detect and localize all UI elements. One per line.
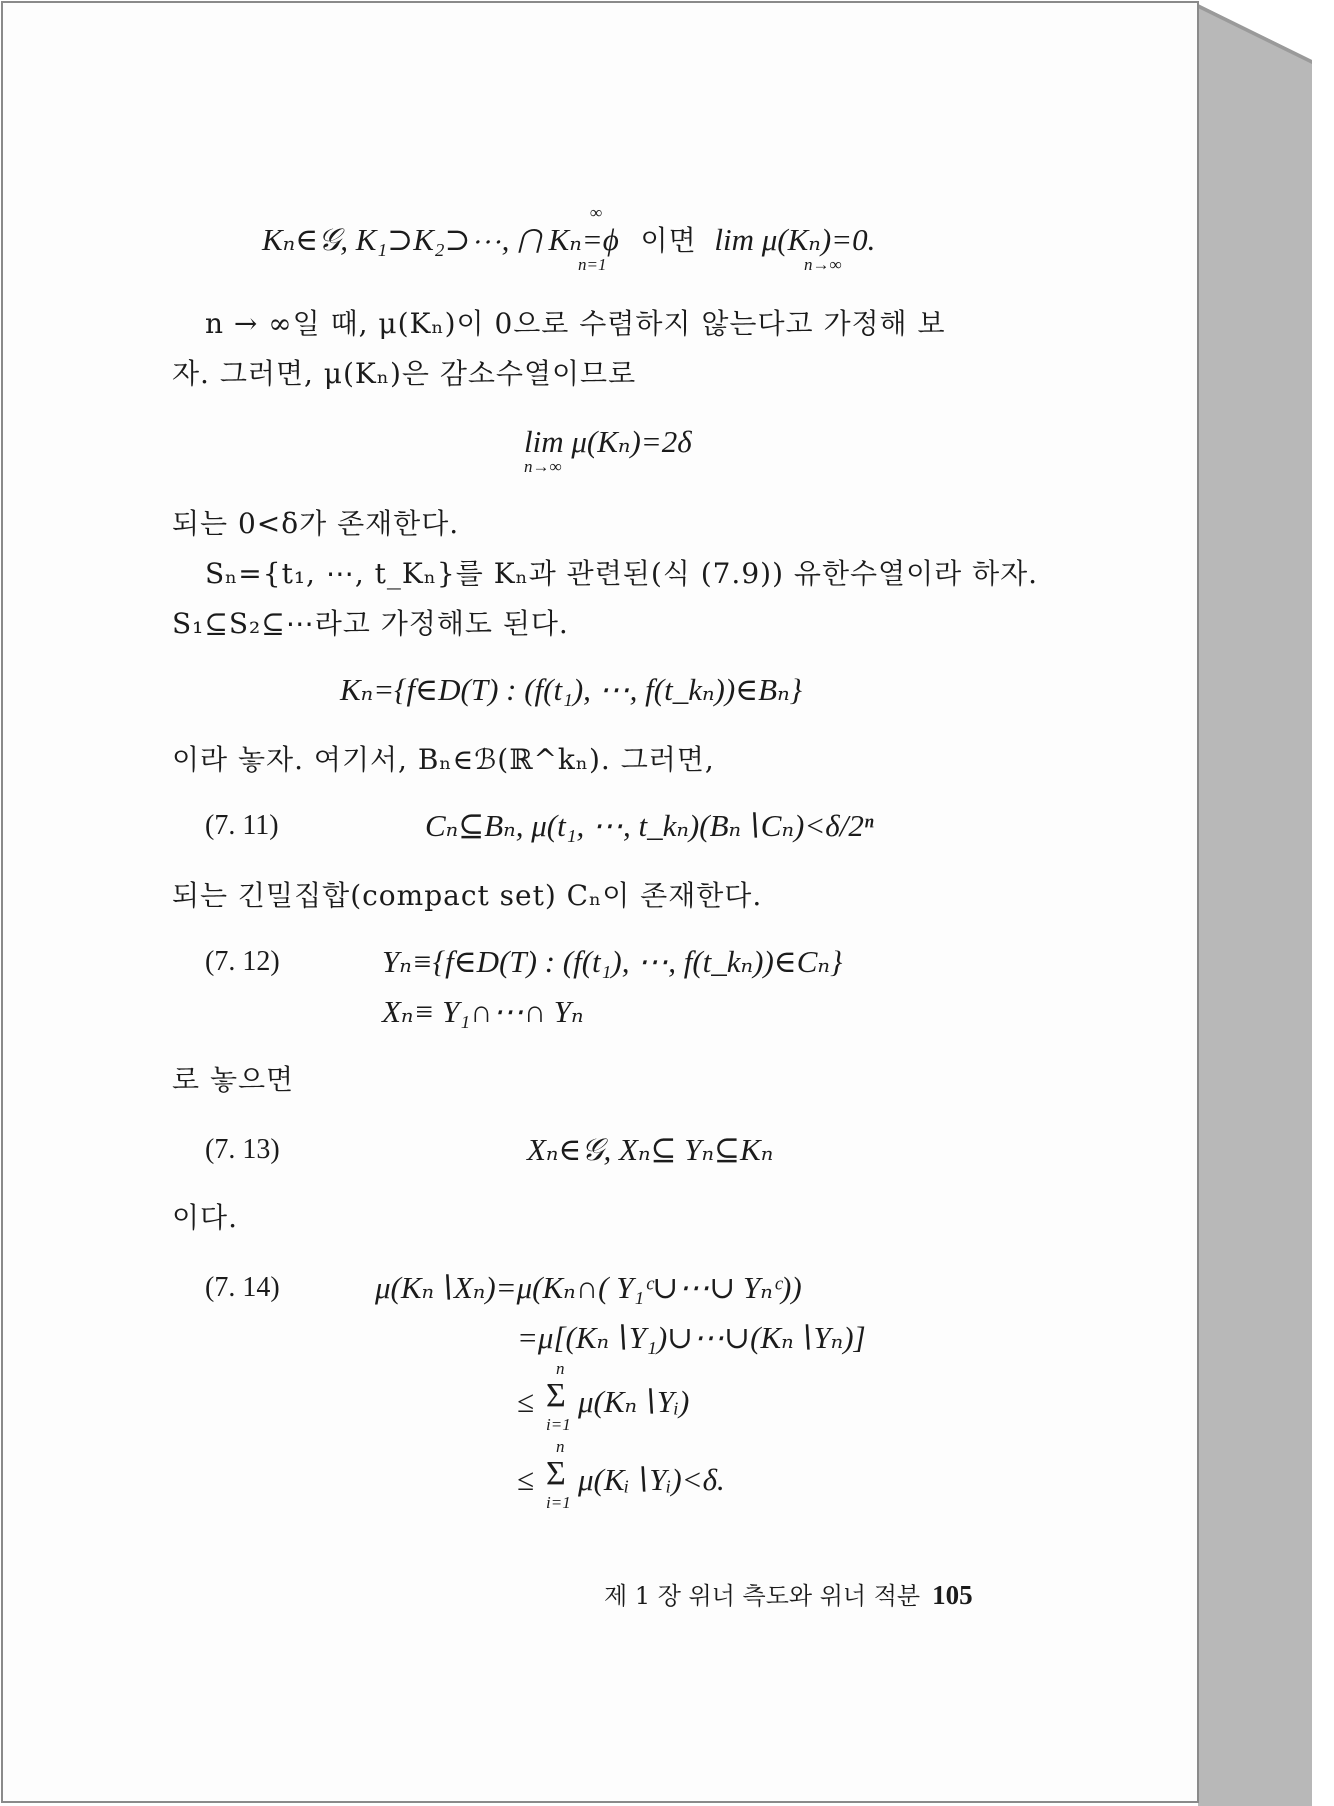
equation-7-13: Xₙ∈𝒢, Xₙ⊆ Yₙ⊆Kₙ <box>527 1132 774 1167</box>
equation-7-14-line-1: μ(Kₙ∖Xₙ)=μ(Kₙ∩( Y₁ᶜ∪⋯∪ Yₙᶜ)) <box>375 1270 802 1305</box>
equation-kn-definition: Kₙ={f∈D(T) : (f(t₁), ⋯, f(t_kₙ))∈Bₙ} <box>340 672 803 707</box>
paragraph-5: 되는 긴밀집합(compact set) Cₙ이 존재한다. <box>172 879 763 912</box>
cap-lower-limit: n=1 <box>578 255 607 274</box>
equation-7-14-line-4: μ(Kᵢ∖Yᵢ)<δ. <box>578 1462 725 1497</box>
cap-upper-limit: ∞ <box>590 203 603 222</box>
page-side-shadow <box>1198 4 1312 1806</box>
text-imyeon: 이면 <box>640 224 697 257</box>
equation-7-12-xn: Xₙ≡ Y₁∩⋯∩ Yₙ <box>382 994 584 1029</box>
equation-number-7-13: (7. 13) <box>205 1134 280 1165</box>
paragraph-3-line-2: S₁⊆S₂⊆⋯라고 가정해도 된다. <box>172 607 569 640</box>
equation-7-14-line-3: μ(Kₙ∖Yᵢ) <box>578 1384 690 1419</box>
page-footer <box>604 1580 973 1611</box>
paragraph-4: 이라 놓자. 여기서, Bₙ∈ℬ(ℝ^kₙ). 그러면, <box>172 743 715 776</box>
leq-sign-1: ≤ <box>517 1384 535 1419</box>
paragraph-6: 로 놓으면 <box>172 1063 295 1096</box>
equation-7-11: Cₙ⊆Bₙ, μ(t₁, ⋯, t_kₙ)(Bₙ∖Cₙ)<δ/2ⁿ <box>425 808 874 843</box>
equation-number-7-14: (7. 14) <box>205 1272 280 1303</box>
equation-number-7-11: (7. 11) <box>205 810 279 841</box>
sum-1-sigma: Σ <box>546 1377 566 1414</box>
paragraph-1-line-2: 자. 그러면, μ(Kₙ)은 감소수열이므로 <box>172 357 637 390</box>
eq-lim-subscript: n→∞ <box>524 457 562 476</box>
sum-1-lower: i=1 <box>546 1415 571 1434</box>
paragraph-3-line-1: Sₙ={t₁, ⋯, t_Kₙ}를 Kₙ과 관련된(식 (7.9)) 유한수열이라 하자. <box>205 557 1039 590</box>
leq-sign-2: ≤ <box>517 1462 535 1497</box>
equation-limit-2delta: lim μ(Kₙ)=2δ <box>524 424 692 459</box>
formula-line-1 <box>262 222 875 259</box>
lim-subscript: n→∞ <box>804 255 842 274</box>
formula-kn-condition: Kₙ∈𝒢, K₁⊃K₂⊃⋯, ⋂ Kₙ=ϕ <box>262 222 619 257</box>
paragraph-2: 되는 0<δ가 존재한다. <box>172 507 460 540</box>
paragraph-7: 이다. <box>172 1201 238 1234</box>
equation-number-7-12: (7. 12) <box>205 946 280 977</box>
equation-7-12-yn: Yₙ≡{f∈D(T) : (f(t₁), ⋯, f(t_kₙ))∈Cₙ} <box>382 944 843 979</box>
paragraph-1-line-1: n → ∞일 때, μ(Kₙ)이 0으로 수렴하지 않는다고 가정해 보 <box>205 307 946 340</box>
sum-2-sigma: Σ <box>546 1455 566 1492</box>
footer-chapter-title: 제 1 장 위너 측도와 위너 적분 <box>604 1582 921 1610</box>
page-number: 105 <box>932 1580 973 1610</box>
sum-1-upper: n <box>556 1359 565 1378</box>
equation-7-14-line-2: =μ[(Kₙ∖Y₁)∪⋯∪(Kₙ∖Yₙ)] <box>517 1320 866 1355</box>
sum-2-upper: n <box>556 1437 565 1456</box>
formula-limit-zero: lim μ(Kₙ)=0. <box>714 222 876 257</box>
sum-2-lower: i=1 <box>546 1493 571 1512</box>
